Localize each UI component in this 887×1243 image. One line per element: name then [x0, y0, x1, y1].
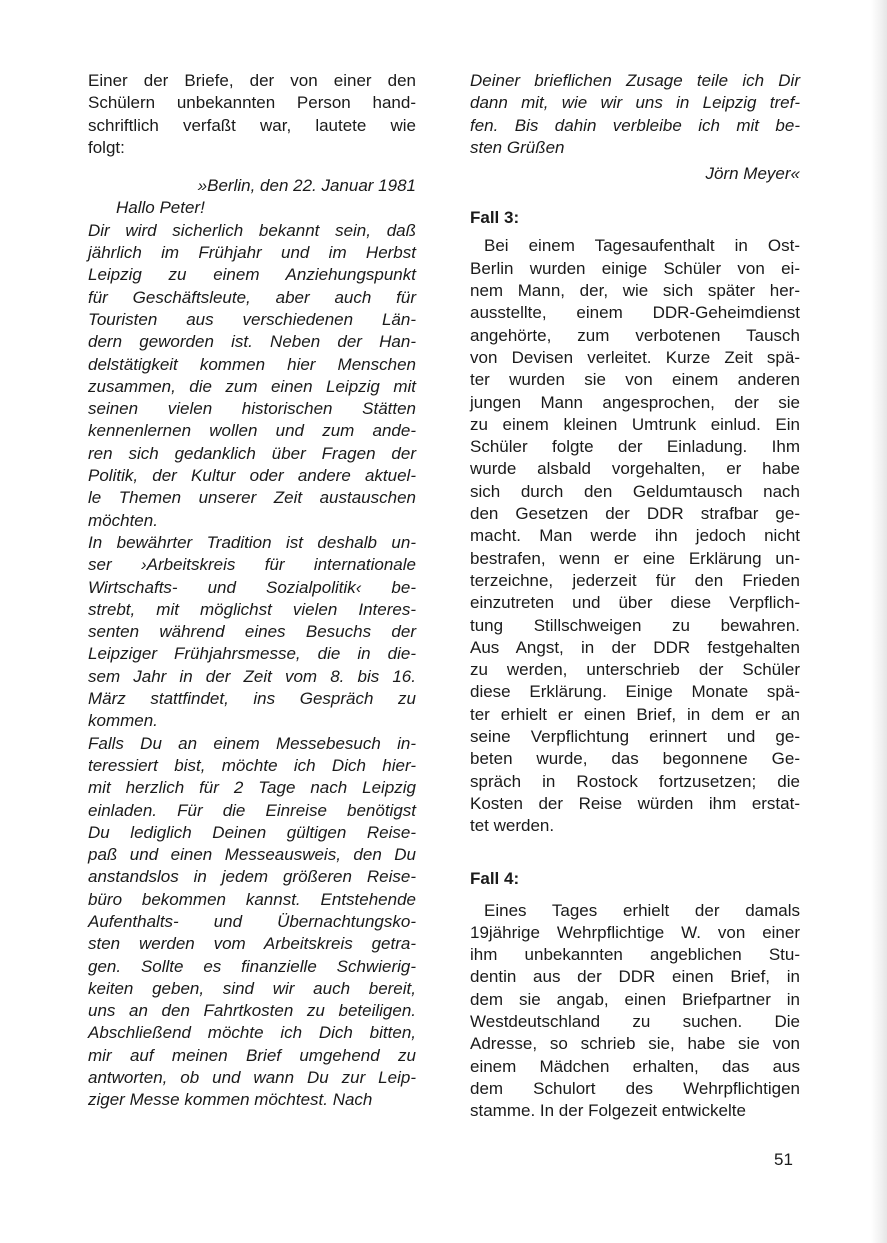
- letter-greeting: Hallo Peter!: [116, 198, 205, 218]
- fall4-line: stamme. In der Folgezeit entwickelte: [470, 1101, 746, 1121]
- letter-line: paß und einen Messeausweis, den Du: [88, 845, 416, 865]
- fall3-line: einzutreten und über diese Verpflich-: [470, 593, 800, 613]
- letter-line: einladen. Für die Einreise benötigst: [88, 800, 416, 820]
- fall3-line: tet werden.: [470, 816, 555, 836]
- letter-line: Politik, der Kultur oder andere aktuel-: [88, 466, 416, 486]
- fall3-line: ter erhielt er einen Brief, in dem er an: [470, 704, 800, 724]
- letter-continuation: [470, 70, 800, 159]
- fall3-line: tung Stillschweigen zu bewahren.: [470, 615, 800, 635]
- fall3-line: zu werden, unterschrieb der Schüler: [470, 660, 800, 680]
- letter-line: Dir wird sicherlich bekannt sein, daß: [88, 220, 416, 240]
- letter-line: für Geschäftsleute, aber auch für: [88, 287, 416, 307]
- fall4-line: 19jährige Wehrpflichtige W. von einer: [470, 922, 800, 942]
- fall3-line: terzeichne, jederzeit für den Frieden: [470, 570, 800, 590]
- letter-line: kommen.: [88, 711, 158, 731]
- right-column: [470, 70, 800, 1122]
- letter-line: uns an den Fahrtkosten zu beteiligen.: [88, 1001, 416, 1021]
- fall3-line: den Gesetzen der DDR strafbar ge-: [470, 504, 800, 524]
- fall4-line: Adresse, so schrieb sie, habe sie von: [470, 1034, 800, 1054]
- letter-line: sem Jahr in der Zeit vom 8. bis 16.: [88, 666, 416, 686]
- letter-line: sten werden vom Arbeitskreis getra-: [88, 934, 416, 954]
- fall4-line: dentin aus der DDR einen Brief, in: [470, 967, 800, 987]
- letter-line: sten Grüßen: [470, 137, 565, 157]
- letter-line: fen. Bis dahin verbleibe ich mit be-: [470, 115, 800, 135]
- letter-line: kennenlernen wollen und zum ande-: [88, 421, 416, 441]
- left-column: [88, 70, 416, 1112]
- letter-date: »Berlin, den 22. Januar 1981: [197, 176, 416, 196]
- intro-line: Einer der Briefe, der von einer den: [88, 71, 416, 90]
- intro-line: schriftlich verfaßt war, lautete wie: [88, 115, 416, 135]
- page-number: 51: [774, 1150, 793, 1169]
- fall3-line: angehörte, zum verbotenen Tausch: [470, 325, 800, 345]
- letter-line: Du lediglich Deinen gültigen Reise-: [88, 822, 416, 842]
- letter-line: mir auf meinen Brief umgehend zu: [88, 1045, 416, 1065]
- fall3-line: seine Verpflichtung erinnert und ge-: [470, 727, 800, 747]
- fall4-line: einem Mädchen erhalten, das aus: [470, 1056, 800, 1076]
- fall3-line: von Devisen verleitet. Kurze Zeit spä-: [470, 347, 800, 367]
- letter-line: Deiner brieflichen Zusage teile ich Dir: [470, 71, 800, 90]
- letter-line: antworten, ob und wann Du zur Leip-: [88, 1068, 416, 1088]
- letter-line: mit herzlich für 2 Tage nach Leipzig: [88, 778, 416, 798]
- fall3-heading: Fall 3:: [470, 208, 520, 228]
- letter-line: ziger Messe kommen möchtest. Nach: [88, 1090, 373, 1110]
- letter-line: delstätigkeit kommen hier Menschen: [88, 354, 416, 374]
- letter-line: zusammen, die zum einen Leipzig mit: [88, 376, 416, 396]
- fall3-paragraph: [470, 235, 800, 837]
- fall3-line: ausstellte, einem DDR-Geheimdienst: [470, 303, 800, 323]
- fall4-line: ihm unbekannten angeblichen Stu-: [470, 945, 800, 965]
- letter-line: Falls Du an einem Messebesuch in-: [88, 733, 416, 753]
- fall3-line: wurde alsbald vorgehalten, er habe: [470, 459, 800, 479]
- fall3-line: Berlin wurden einige Schüler von ei-: [470, 258, 800, 278]
- intro-line: Schülern unbekannten Person hand-: [88, 93, 416, 113]
- letter-line: teressiert bist, möchte ich Dich hier-: [88, 755, 416, 775]
- letter-line: strebt, mit möglichst vielen Interes-: [88, 599, 416, 619]
- fall3-line: Bei einem Tagesaufenthalt in Ost-: [484, 236, 800, 256]
- letter-line: jährlich im Frühjahr und im Herbst: [88, 243, 416, 263]
- letter-line: Abschließend möchte ich Dich bitten,: [88, 1023, 416, 1043]
- letter-line: Leipzig zu einem Anziehungspunkt: [88, 265, 416, 285]
- fall3-line: jungen Mann angesprochen, der sie: [470, 392, 800, 412]
- fall3-line: nem Mann, der, wie sich später her-: [470, 281, 800, 301]
- intro-line: folgt:: [88, 137, 125, 157]
- fall3-line: spräch in Rostock fortzusetzen; die: [470, 771, 800, 791]
- letter-line: keiten geben, sind wir auch bereit,: [88, 978, 416, 998]
- letter-line: anstandslos in jedem größeren Reise-: [88, 867, 416, 887]
- fall3-line: sich durch den Geldumtausch nach: [470, 481, 800, 501]
- letter-line: Touristen aus verschiedenen Län-: [88, 309, 416, 329]
- fall4-heading: Fall 4:: [470, 868, 520, 888]
- fall4-line: Westdeutschland zu suchen. Die: [470, 1011, 800, 1031]
- fall3-line: bestrafen, wenn er eine Erklärung un-: [470, 548, 800, 568]
- letter-line: In bewährter Tradition ist deshalb un-: [88, 532, 416, 552]
- fall3-line: zu einem kleinen Umtrunk einlud. Ein: [470, 414, 800, 434]
- fall3-line: ter wurden sie von einem anderen: [470, 370, 800, 390]
- fall3-line: diese Erklärung. Einige Monate spä-: [470, 682, 800, 702]
- fall4-paragraph: [470, 900, 800, 1123]
- page-edge-shadow: [871, 0, 887, 1243]
- letter-line: März stattfindet, ins Gespräch zu: [88, 689, 416, 709]
- letter-line: büro bekommen kannst. Entstehende: [88, 889, 416, 909]
- letter-line: möchten.: [88, 510, 158, 530]
- letter-line: seinen vielen historischen Stätten: [88, 399, 416, 419]
- fall3-line: Kosten der Reise würden ihm erstat-: [470, 793, 800, 813]
- letter-body: [88, 220, 416, 1112]
- letter-line: ser ›Arbeitskreis für internationale: [88, 555, 416, 575]
- letter-line: Aufenthalts- und Übernachtungsko-: [88, 911, 416, 931]
- fall4-line: dem Schulort des Wehrpflichtigen: [470, 1078, 800, 1098]
- fall3-line: Schüler folgte der Einladung. Ihm: [470, 437, 800, 457]
- fall3-line: beten wurde, das begonnene Ge-: [470, 749, 800, 769]
- letter-line: Wirtschafts- und Sozialpolitik‹ be-: [88, 577, 416, 597]
- letter-line: dann mit, wie wir uns in Leipzig tref-: [470, 93, 800, 113]
- letter-line: dern geworden ist. Neben der Han-: [88, 332, 416, 352]
- fall3-line: Aus Angst, in der DDR festgehalten: [470, 637, 800, 657]
- fall3-line: macht. Man werde ihn jedoch nicht: [470, 526, 800, 546]
- intro-paragraph: [88, 70, 416, 159]
- letter-line: Leipziger Frühjahrsmesse, die in die-: [88, 644, 416, 664]
- letter-line: le Themen unserer Zeit austauschen: [88, 488, 416, 508]
- letter-line: ren sich gedanklich über Fragen der: [88, 443, 416, 463]
- letter-line: senten während eines Besuchs der: [88, 622, 416, 642]
- letter-signature: Jörn Meyer«: [705, 164, 800, 184]
- fall4-line: Eines Tages erhielt der damals: [484, 900, 800, 920]
- letter-line: gen. Sollte es finanzielle Schwierig-: [88, 956, 416, 976]
- fall4-line: dem sie angab, einen Briefpartner in: [470, 989, 800, 1009]
